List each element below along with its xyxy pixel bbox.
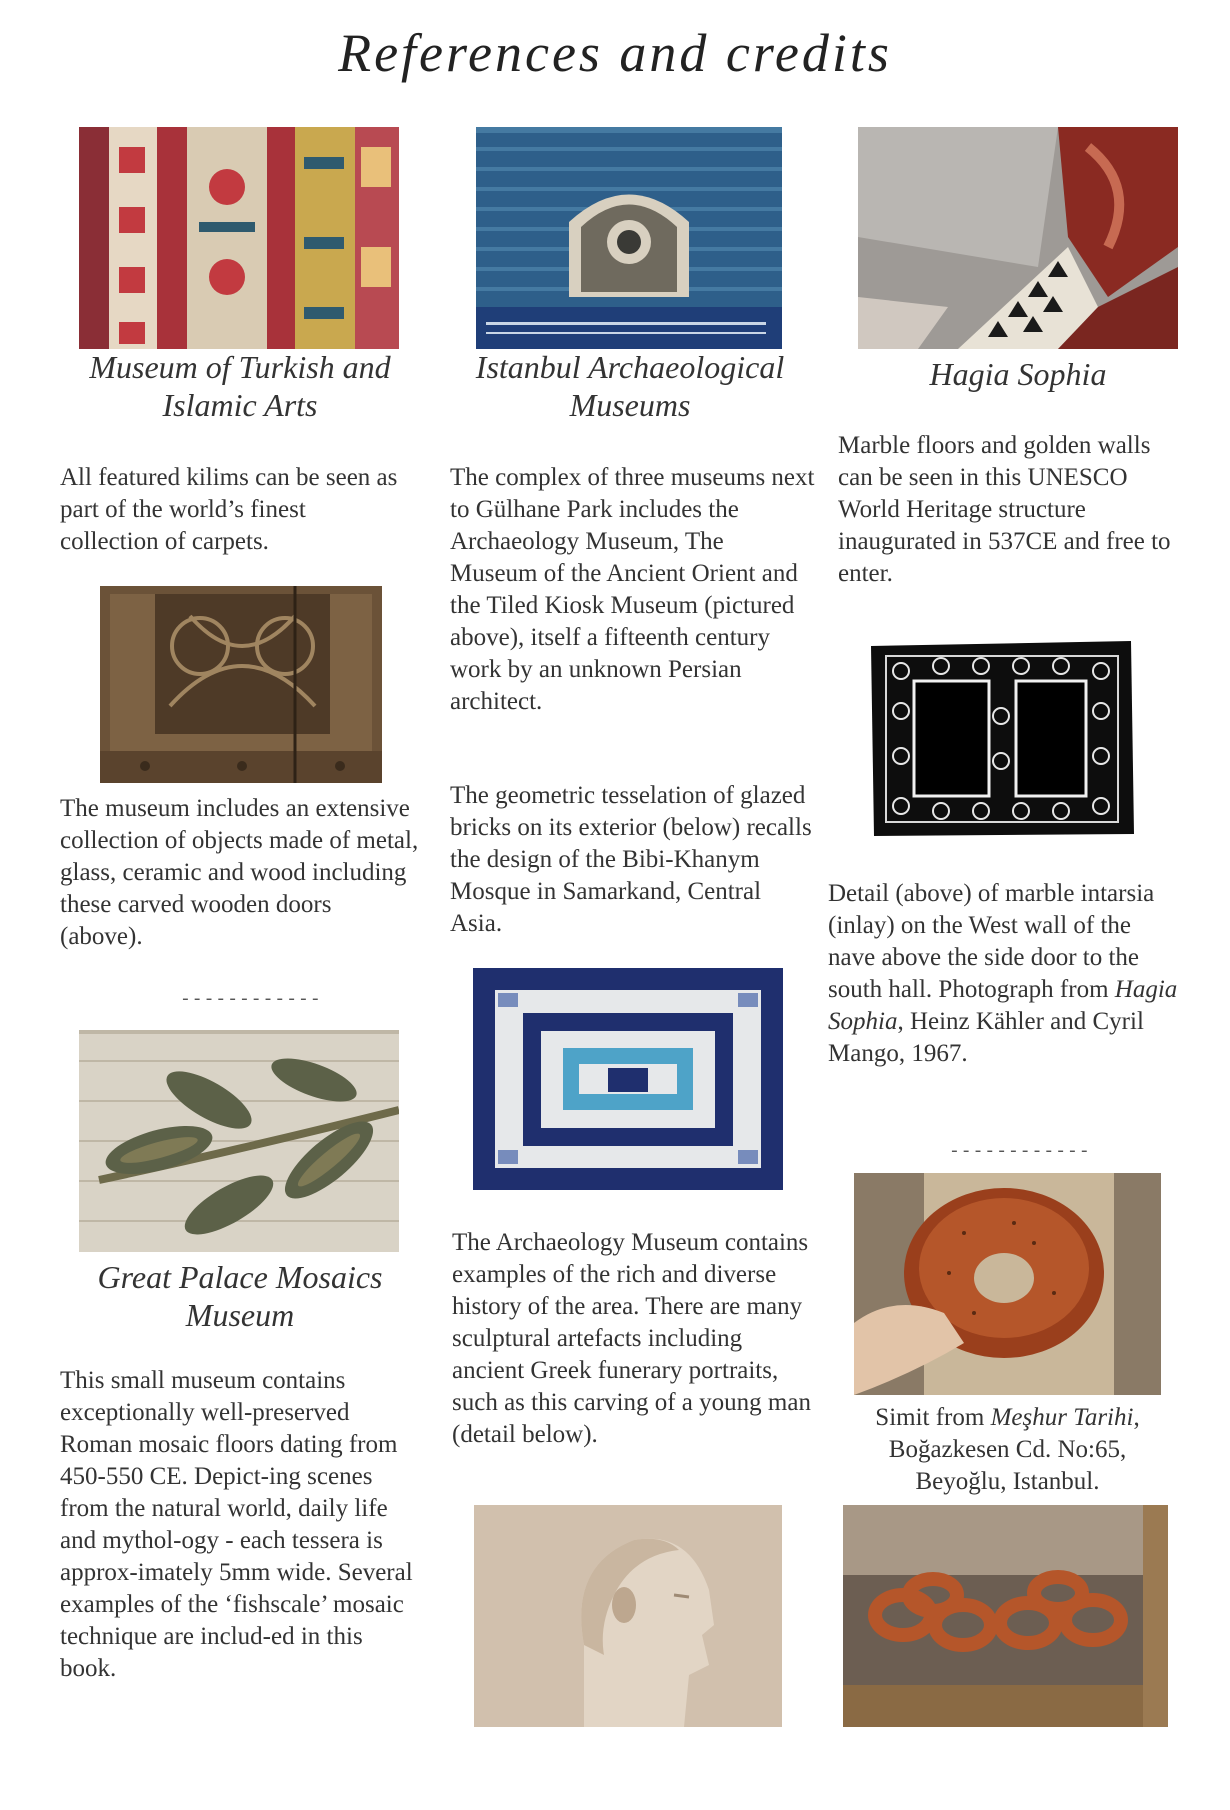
caption-hagia-sophia: Hagia Sophia — [929, 356, 1107, 392]
tiled-kiosk-photo — [476, 127, 782, 349]
greek-relief-photo — [474, 1505, 782, 1727]
caption-great-palace-mosaics: Great Palace Mosaics Museum — [97, 1259, 383, 1333]
caption-turkish-islamic-arts: Museum of Turkish and Islamic Arts — [89, 349, 391, 423]
simit-bakery-name: Meşhur Tarihi — [990, 1404, 1134, 1431]
caption-istanbul-archaeological: Istanbul Archaeological Museums — [475, 349, 785, 423]
intarsia-text-a: Detail (above) of marble intarsia (inlay) on the West wall of the nave above the side door to the south hall. Photograph from — [828, 880, 1155, 1003]
text-marble-floors: Marble floors and golden walls can be seen in this UNESCO World Heritage structure inaugurated in 537CE and free to enter. — [838, 432, 1171, 587]
simit-text-c: , Boğazkesen Cd. No:65, Beyoğlu, Istanbul. — [888, 1404, 1140, 1495]
text-intarsia-detail — [828, 878, 1178, 1070]
text-geometric-tesselation: The geometric tesselation of glazed bricks on its exterior (below) recalls the design of the Bibi-Khanym Mosque in Samarkand, Central Asia. — [450, 782, 812, 937]
intarsia-book-title: Hagia Sophia — [828, 976, 1178, 1035]
text-museum-complex: The complex of three museums next to Gülhane Park includes the Archaeology Museum, The Museum of the Ancient Orient and the Tiled Kiosk Museum (pictured above), itself a fifteenth century work by an unknown Persian architect. — [450, 464, 815, 715]
marble-intarsia-photo — [866, 636, 1136, 840]
kilim-photo — [79, 127, 399, 349]
intarsia-text-c: , Heinz Kähler and Cyril Mango, 1967. — [828, 1008, 1144, 1067]
page-title: References and credits — [338, 23, 892, 83]
simit-text-a: Simit from — [875, 1404, 991, 1431]
marble-floor-photo — [858, 127, 1178, 349]
text-archaeology-museum: The Archaeology Museum contains examples of the rich and diverse history of the area. There are many sculptural artefacts including ancient Greek funerary portraits, such as this carving of a young man (detail below). — [452, 1229, 811, 1448]
text-simit-credit — [850, 1402, 1165, 1498]
wooden-doors-photo — [100, 586, 382, 783]
glazed-bricks-photo — [473, 968, 783, 1190]
text-kilims: All featured kilims can be seen as part of the world’s finest collection of carpets. — [60, 464, 398, 555]
text-museum-collection: The museum includes an extensive collection of objects made of metal, glass, ceramic and wood including these carved wooden doors (above). — [60, 795, 419, 950]
separator-col1: ------------ — [180, 990, 322, 1010]
separator-col3: ------------ — [949, 1142, 1091, 1162]
simit-photo — [854, 1173, 1161, 1395]
text-mosaics-museum: This small museum contains exceptionally well-preserved Roman mosaic floors dating from 450-550 CE. Depict-ing scenes from the natural world, daily life and mythol-ogy - each tessera is approx-imately 5mm wide. Several examples of the ‘fishscale’ mosaic technique are includ-ed in this book. — [60, 1367, 413, 1682]
simit-shop-window-photo — [843, 1505, 1168, 1727]
mosaic-photo — [79, 1030, 399, 1252]
